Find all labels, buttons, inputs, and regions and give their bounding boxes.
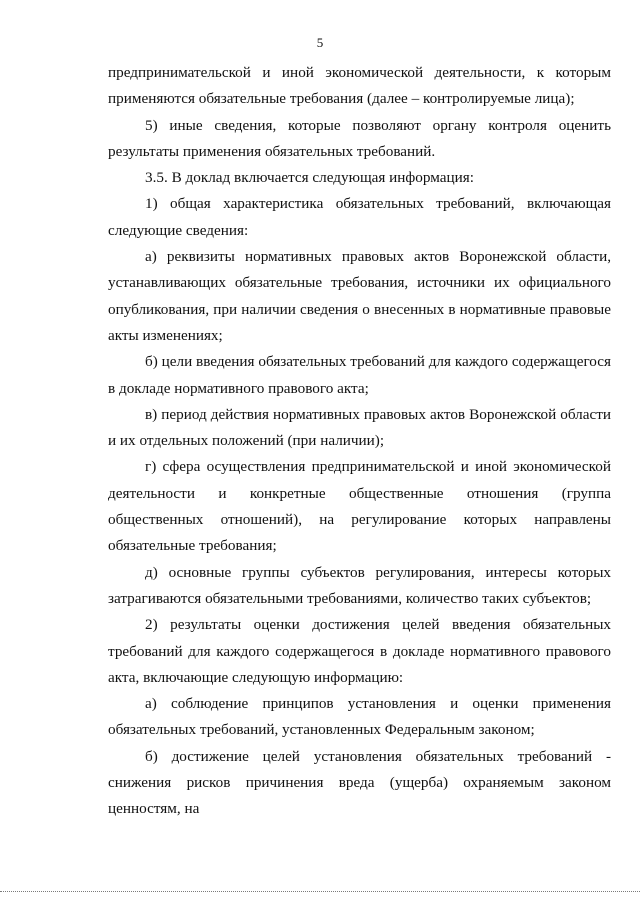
paragraph-section-3-5: 3.5. В доклад включается следующая информация:	[145, 169, 474, 187]
document-body	[108, 60, 611, 823]
paragraph-item-5: 5) иные сведения, которые позволяют органу контроля оценить результаты применения обязательных требований.	[108, 116, 611, 160]
paragraph-subitem-b-2: б) достижение целей установления обязательных требований - снижения рисков причинения вреда (ущерба) охраняемым законом ценностям, на	[108, 747, 611, 818]
paragraph-item-2: 2) результаты оценки достижения целей введения обязательных требований для каждого содержащегося в докладе нормативного правового акта, включающие следующую информацию:	[108, 616, 611, 686]
paragraph-subitem-a-2: а) соблюдение принципов установления и оценки применения обязательных требований, установленных Федеральным законом;	[108, 695, 611, 739]
paragraph-subitem-d: д) основные группы субъектов регулирования, интересы которых затрагиваются обязательными требованиями, количество таких субъектов;	[108, 563, 611, 607]
paragraph-subitem-g: г) сфера осуществления предпринимательской и иной экономической деятельности и конкретные общественные отношения (группа общественных отношений), на регулирование которых направлены обязательные требования;	[108, 458, 611, 555]
page-number: 5	[316, 35, 324, 50]
paragraph-item-1: 1) общая характеристика обязательных требований, включающая следующие сведения:	[108, 195, 611, 239]
paragraph-subitem-v: в) период действия нормативных правовых актов Воронежской области и их отдельных положений (при наличии);	[108, 405, 611, 450]
paragraph-subitem-b-1: б) цели введения обязательных требований для каждого содержащегося в докладе нормативного правового акта;	[108, 353, 611, 397]
paragraph-continuation: предпринимательской и иной экономической деятельности, к которым применяются обязательные требования (далее – контролируемые лица);	[108, 64, 611, 108]
paragraph-subitem-a-1: а) реквизиты нормативных правовых актов Воронежской области, устанавливающих обязательные требования, источники их официального опубликования, при наличии сведения о внесенных в нормативные правовые акты изменениях;	[108, 248, 611, 344]
page-bottom-rule	[0, 891, 640, 892]
